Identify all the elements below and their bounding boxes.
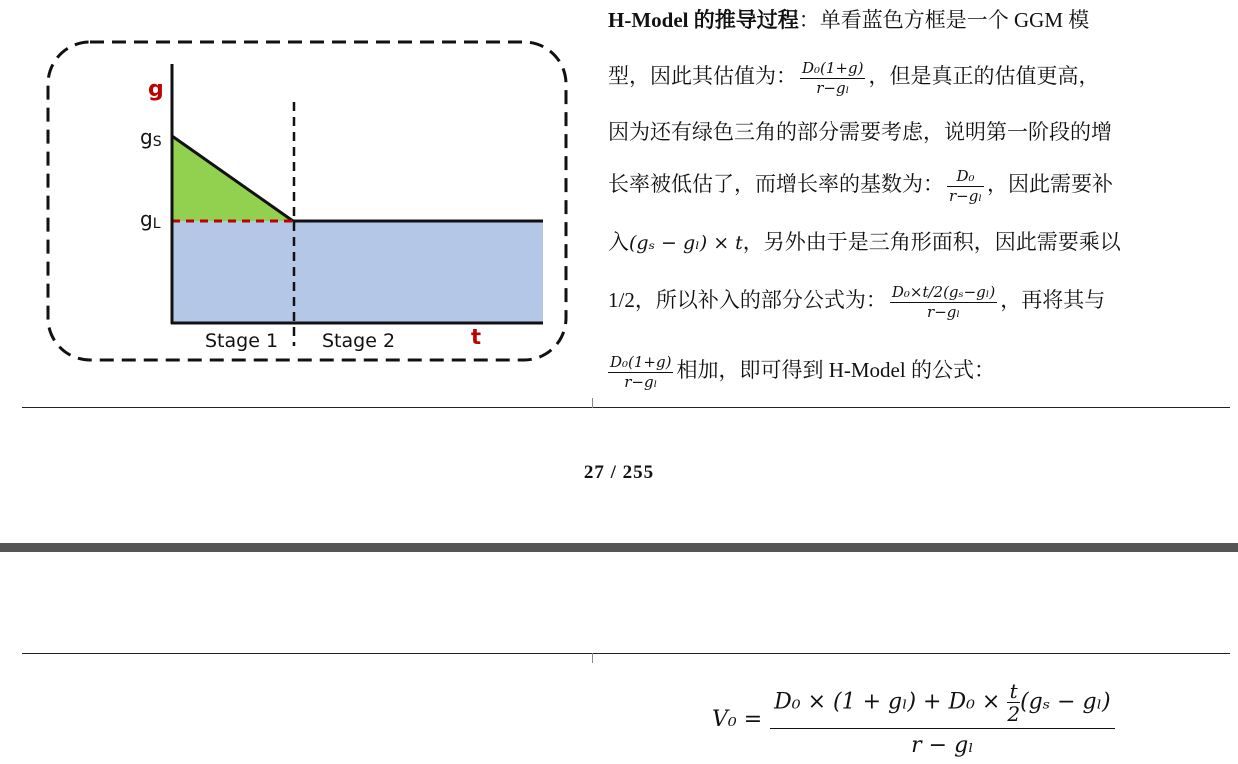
para-line-1: H-Model 的推导过程：单看蓝色方框是一个 GGM 模 (608, 8, 1090, 32)
column-divider-bottom (592, 653, 593, 663)
table-rule-top-section (22, 407, 1230, 408)
fraction-ggm: $\frac{\text{D₀(1+g)}}{\text{r−gₗ}}$ (802, 58, 864, 97)
formula-denominator: r − gₗ (911, 733, 974, 758)
formula-fraction (770, 680, 1114, 758)
para-line-3: 因为还有绿色三角的部分需要考虑，说明第一阶段的增 (608, 120, 1112, 144)
blue-rectangle (172, 221, 543, 323)
fraction-triangle: $\frac{\text{D₀×t/2(gₛ−gₗ)}}{\text{r−gₗ}}$ (891, 282, 996, 321)
half-fraction: $\frac{t}{2}$ (1007, 679, 1021, 726)
para-line-6: 1/2，所以补入的部分公式为： $\frac{\text{D₀×t/2(gₛ−gₗ)}}{\text{r−gₗ}}$ ，再将其与 (608, 282, 1106, 321)
h-model-diagram (40, 34, 580, 369)
column-divider-top (592, 398, 593, 408)
gl-label: gL (140, 207, 161, 232)
para-line-2: 型，因此其估值为： $\frac{\text{D₀(1+g)}}{\text{r−gₗ}}$ ，但是真正的估值更高， (608, 58, 1100, 97)
page-break-bar (0, 543, 1238, 552)
formula-numerator: D₀ × (1 + gₗ) + D₀ × $\frac{t}{2}$ (gₛ − gₗ) (770, 680, 1114, 729)
para-line-5: 入(gₛ − gₗ) × t，另外由于是三角形面积，因此需要乘以 (608, 230, 1121, 254)
derivation-title: H-Model 的推导过程 (608, 8, 799, 32)
stage1-label: Stage 1 (205, 330, 279, 352)
fraction-ggm-2: $\frac{\text{D₀(1+g)}}{\text{r−gₗ}}$ (610, 352, 672, 391)
fraction-base: $\frac{\text{D₀}}{\text{r−gₗ}}$ (949, 166, 982, 205)
gs-label: gS (140, 125, 162, 150)
y-axis-label: g (148, 77, 164, 102)
page-number: 27 / 255 (583, 462, 655, 483)
para-line-7: $\frac{\text{D₀(1+g)}}{\text{r−gₗ}}$ 相加，即可得到 H-Model 的公式： (610, 352, 995, 391)
h-model-formula (712, 680, 1115, 758)
formula-lhs: V₀ = (712, 706, 763, 732)
x-axis-label: t (471, 325, 482, 349)
stage2-label: Stage 2 (322, 330, 396, 352)
para-line-4: 长率被低估了，而增长率的基数为： $\frac{\text{D₀}}{\text{r−gₗ}}$ ，因此需要补 (608, 166, 1113, 205)
table-rule-lower-section (22, 653, 1230, 654)
